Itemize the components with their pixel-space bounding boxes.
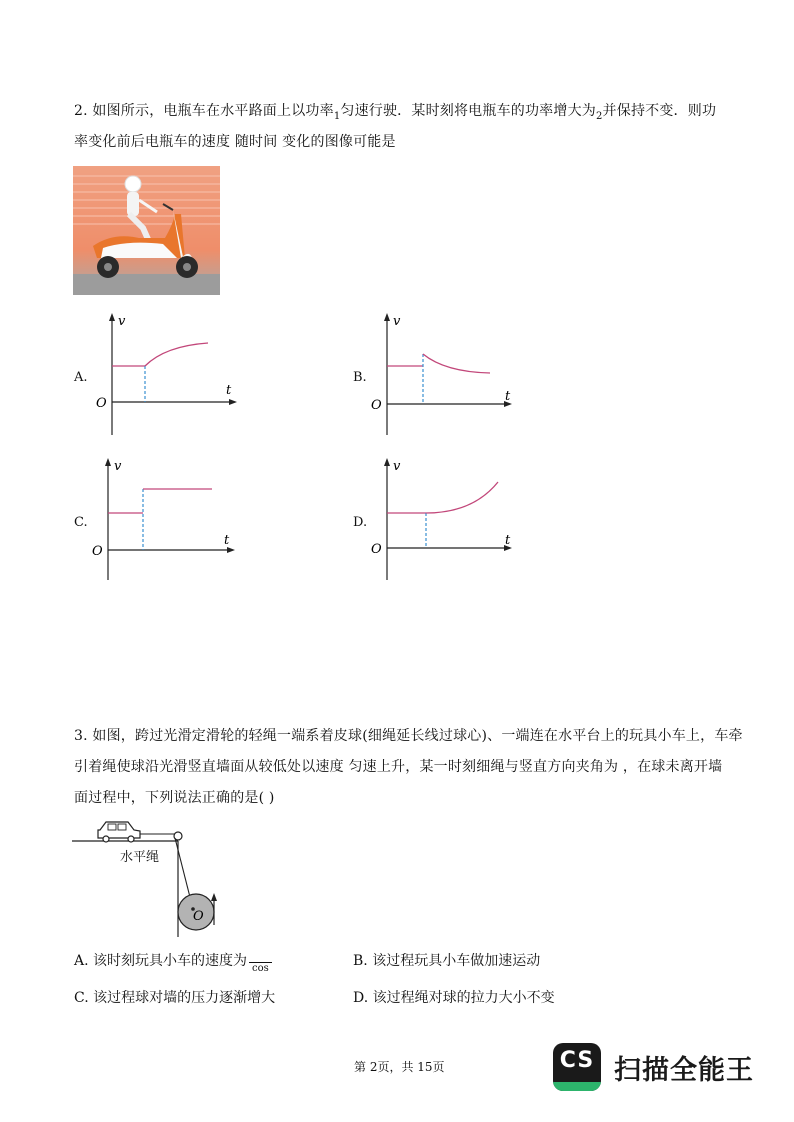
q3-option-b: B. 该过程玩具小车做加速运动 bbox=[353, 953, 541, 969]
origin: O bbox=[371, 398, 382, 413]
option-c-label: C. bbox=[74, 515, 88, 530]
axis-t: t bbox=[505, 389, 511, 404]
q3-option-c: C. 该过程球对墙的压力逐渐增大 bbox=[74, 990, 276, 1006]
origin: O bbox=[96, 396, 107, 411]
q3-option-d: D. 该过程绳对球的拉力大小不变 bbox=[353, 990, 555, 1006]
origin: O bbox=[92, 544, 103, 559]
axis-v: v bbox=[393, 459, 401, 474]
page-number: 第 2页，共 15页 bbox=[354, 1060, 445, 1074]
q2-line2: 率变化前后电瓶车的速度 随时间 变化的图像可能是 bbox=[74, 134, 396, 150]
graph-b bbox=[365, 310, 525, 440]
option-b-label: B. bbox=[353, 370, 367, 385]
origin: O bbox=[371, 542, 382, 557]
q3-line3: 面过程中，下列说法正确的是( ) bbox=[74, 790, 275, 806]
graph-c bbox=[90, 455, 250, 585]
graph-a bbox=[90, 310, 250, 440]
rope-label: 水平绳 bbox=[120, 850, 160, 865]
option-a-label: A. bbox=[74, 370, 88, 385]
pulley-diagram bbox=[72, 812, 232, 937]
q2-line1: 2. 如图所示，电瓶车在水平路面上以功率$_1$匀速行驶．某时刻将电瓶车的功率增大为$_2$并保持不变．则功 bbox=[74, 103, 717, 122]
arrow-up-icon bbox=[211, 893, 217, 901]
axis-t: t bbox=[226, 383, 232, 398]
axis-t: t bbox=[224, 533, 230, 548]
q3-line1: 3. 如图，跨过光滑定滑轮的轻绳一端系着皮球(细绳延长线过球心)、一端连在水平台上的玩具小车上，车牵 bbox=[74, 728, 743, 744]
axis-v: v bbox=[118, 314, 126, 329]
axis-t: t bbox=[505, 533, 511, 548]
graph-d bbox=[365, 455, 525, 585]
camscanner-text: 扫描全能王 bbox=[614, 1055, 754, 1086]
scooter-photo bbox=[73, 166, 220, 295]
q3-option-a: A. 该时刻玩具小车的速度为 cos bbox=[74, 950, 272, 974]
axis-v: v bbox=[114, 459, 122, 474]
ball-center-label: O bbox=[193, 909, 204, 924]
camscanner-logo-icon: CS bbox=[553, 1043, 601, 1091]
q3-line2: 引着绳使球沿光滑竖直墙面从较低处以速度 匀速上升，某一时刻细绳与竖直方向夹角为 ，在球未离开墙 bbox=[74, 759, 723, 775]
option-d-label: D. bbox=[353, 515, 368, 530]
toy-car-icon bbox=[98, 822, 140, 842]
axis-v: v bbox=[393, 314, 401, 329]
